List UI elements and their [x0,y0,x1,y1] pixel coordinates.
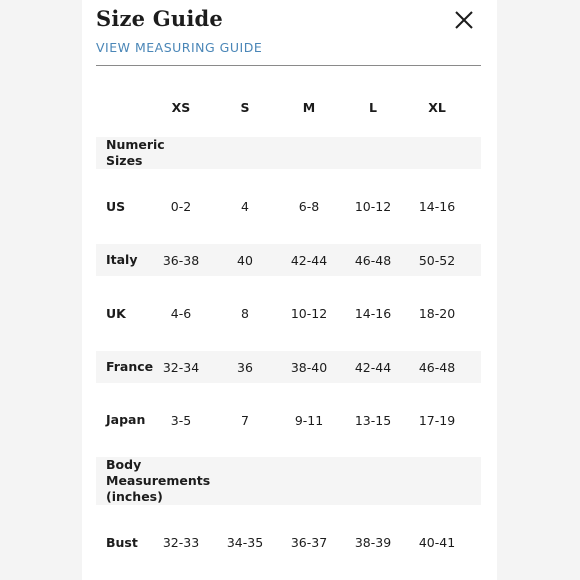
table-cell: 0-2 [170,199,192,214]
table-cell: 13-15 [354,412,392,428]
table-cell: 17-19 [418,412,456,428]
section-label: Numeric Sizes [106,137,165,168]
table-cell: 9-11 [294,412,324,428]
table-cell: 46-48 [418,359,456,375]
table-cell: 42-44 [354,359,392,375]
table-row [96,505,481,580]
close-button[interactable] [453,9,475,31]
row-label: Bust [106,534,138,550]
table-cell: 34-35 [226,535,264,550]
column-header: XL [428,99,446,115]
row-label: UK [106,305,126,321]
section-label: Body Measurements (inches) [106,457,211,504]
table-cell: 50-52 [418,252,456,268]
table-row [96,383,481,457]
table-cell: 8 [241,306,249,321]
table-cell: 4-6 [170,306,192,321]
section-header-numeric [96,137,481,169]
table-cell: 40 [237,252,253,268]
table-row [96,169,481,244]
section-header-body [96,457,481,505]
table-cell: 36-38 [162,252,200,268]
table-row [96,276,481,351]
page-title: Size Guide [96,6,223,31]
table-cell: 38-39 [354,535,392,550]
view-measuring-guide-link[interactable]: VIEW MEASURING GUIDE [96,40,263,55]
table-cell: 6-8 [298,199,320,214]
table-cell: 10-12 [290,306,328,321]
table-cell: 40-41 [418,535,456,550]
table-cell: 14-16 [418,199,456,214]
table-cell: 7 [241,412,249,428]
close-icon [453,9,475,31]
table-cell: 14-16 [354,306,392,321]
table-cell: 36 [237,359,253,375]
table-cell: 18-20 [418,306,456,321]
table-cell: 36-37 [290,535,328,550]
table-row [96,244,481,276]
column-header: M [302,99,316,115]
column-header: L [369,99,377,115]
table-cell: 38-40 [290,359,328,375]
row-label: France [106,359,154,374]
row-label: Italy [106,252,138,267]
table-header-row [96,88,481,126]
size-guide-panel [82,0,497,580]
header-divider [96,65,481,66]
column-header: S [240,99,250,115]
row-label: Japan [106,412,146,427]
table-cell: 3-5 [170,412,192,428]
table-cell: 10-12 [354,199,392,214]
table-cell: 4 [241,199,249,214]
column-header: XS [171,99,191,115]
table-cell: 32-33 [162,535,200,550]
table-cell: 46-48 [354,252,392,268]
table-cell: 32-34 [162,359,200,375]
table-row [96,351,481,383]
row-label: US [106,198,126,214]
table-cell: 42-44 [290,252,328,268]
